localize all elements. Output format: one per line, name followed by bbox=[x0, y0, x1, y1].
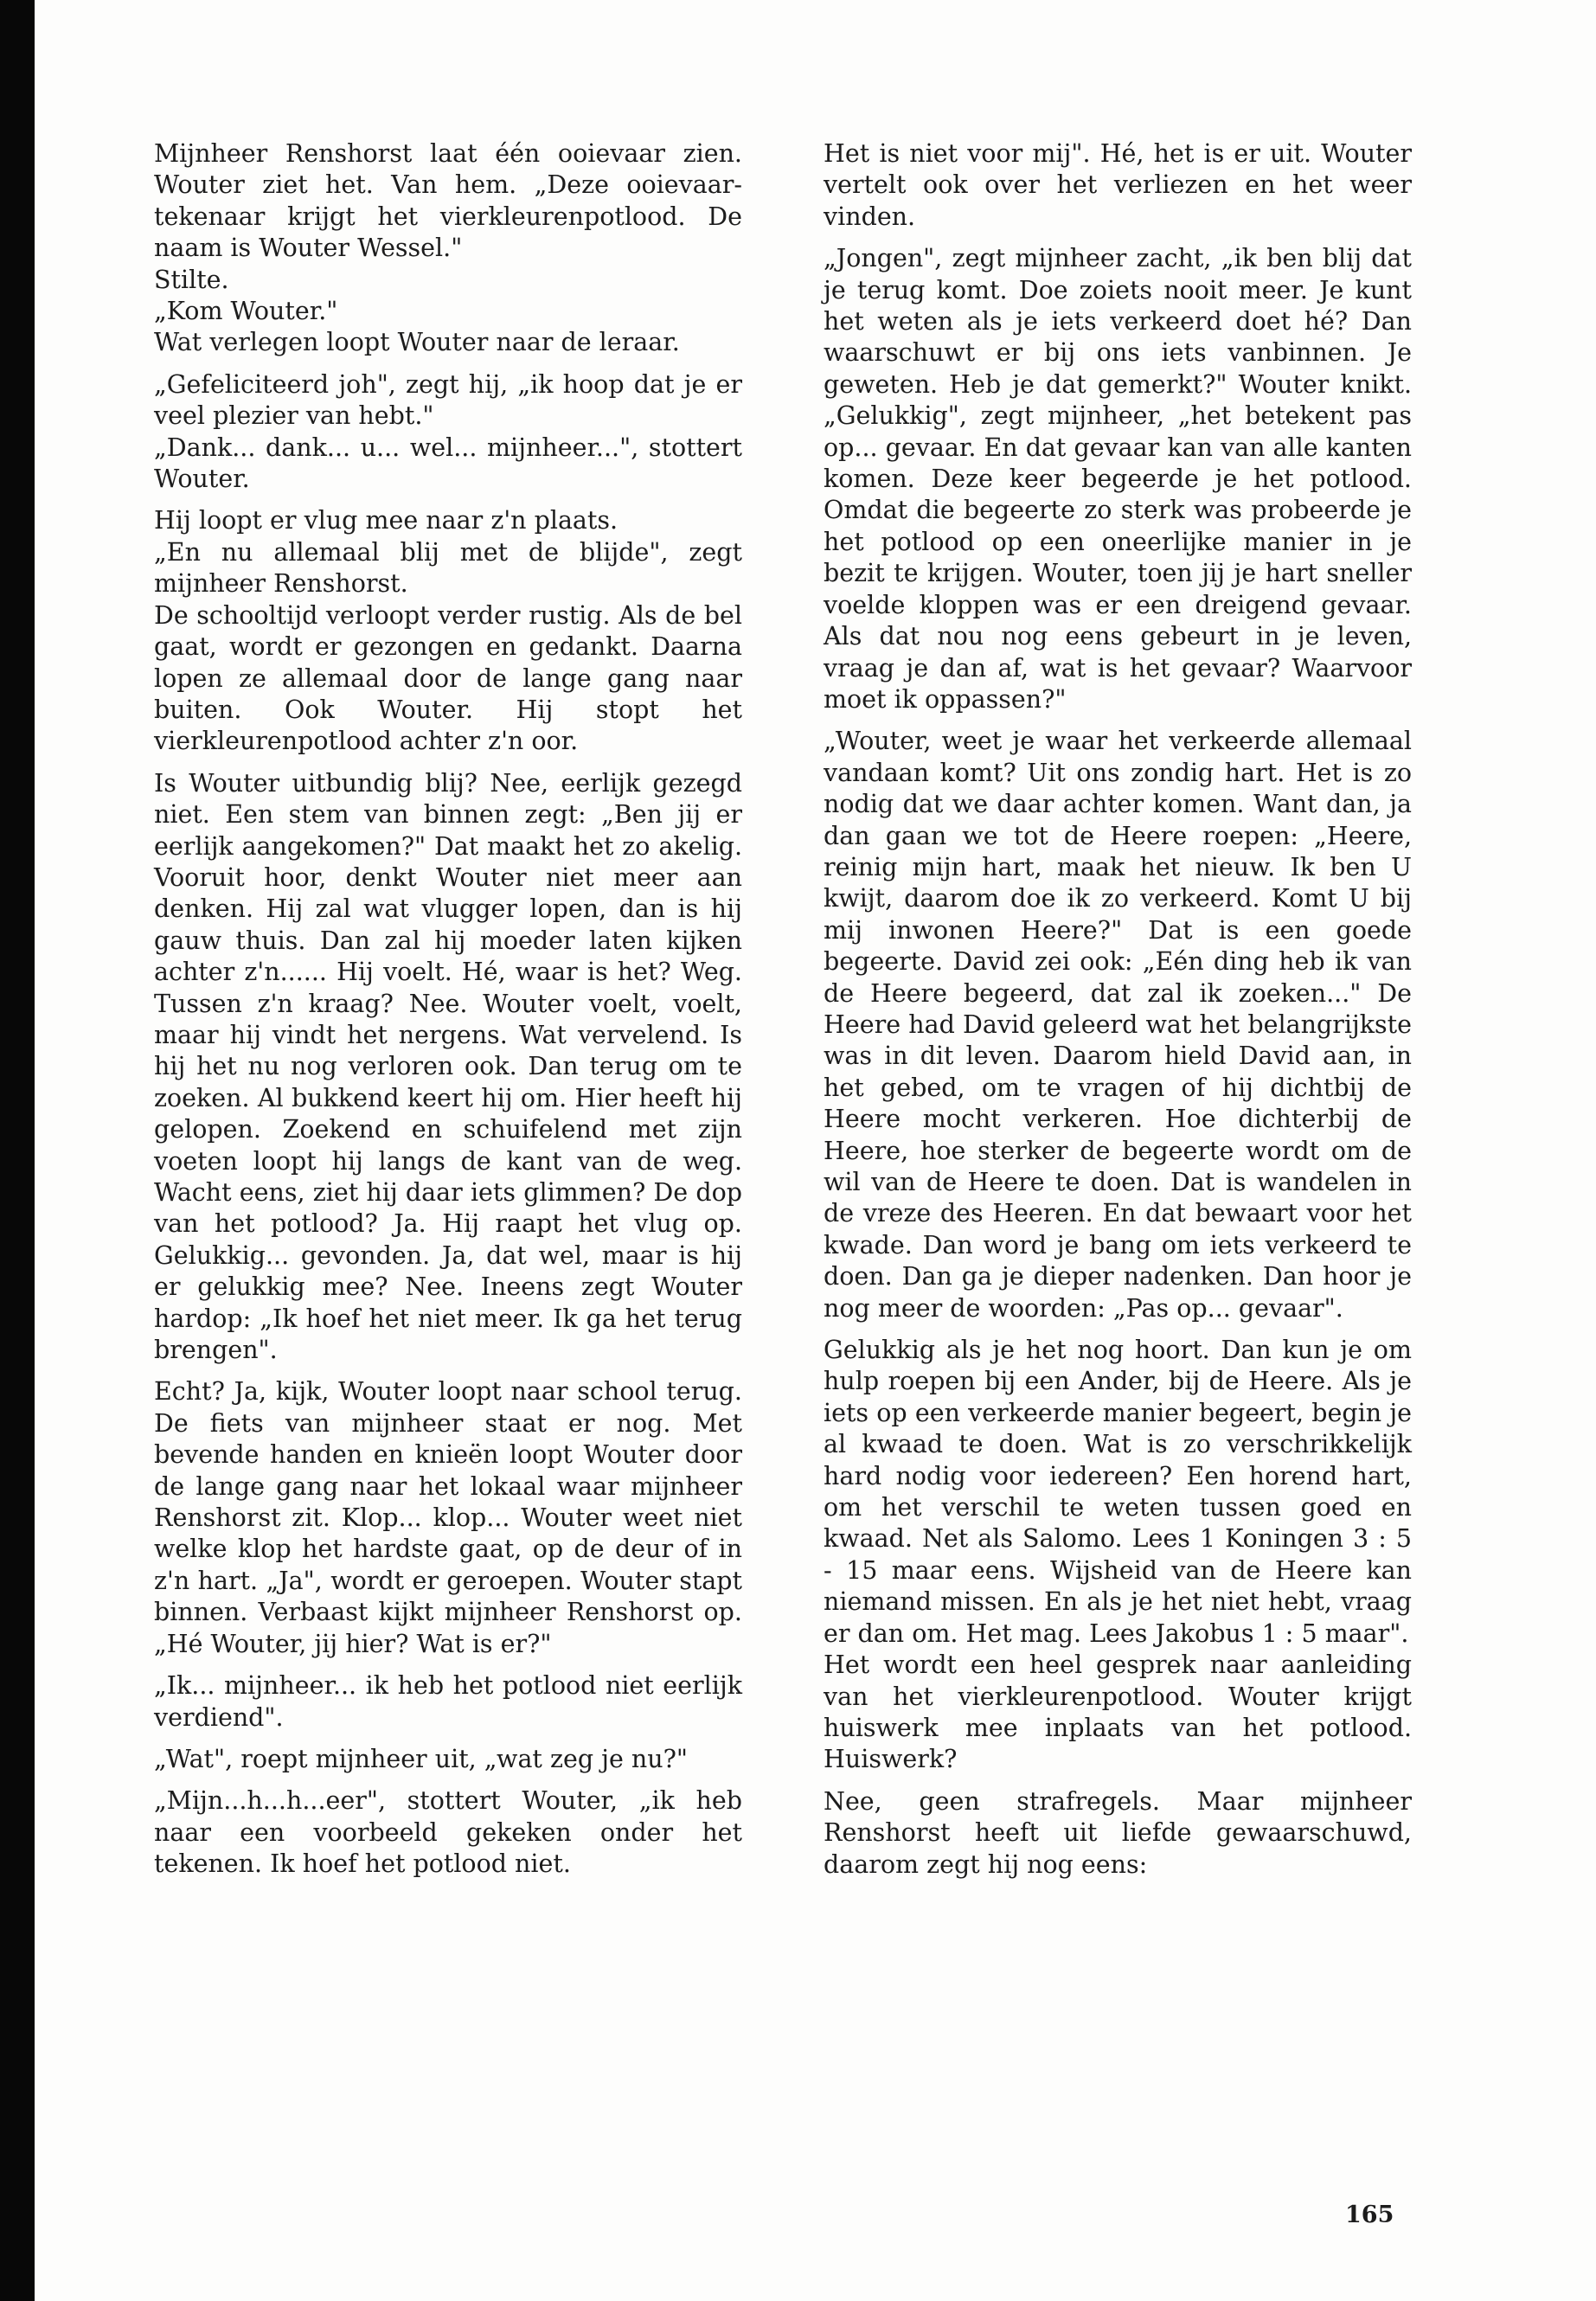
paragraph: Stilte. bbox=[154, 265, 229, 294]
paragraph: Nee, geen strafregels. Maar mijnheer Renshorst heeft uit liefde gewaarschuwd, daarom zegt hij nog eens: bbox=[824, 1786, 1412, 1879]
paragraph: „Ik... mijnheer... ik heb het potlood niet eerlijk verdiend". bbox=[154, 1671, 742, 1732]
left-text-column bbox=[154, 138, 742, 1881]
paragraph: Mijnheer Renshorst laat één ooievaar zien. Wouter ziet het. Van hem. „Deze ooievaar-tekenaar krijgt het vierkleurenpotlood. De naam is Wouter Wessel." bbox=[154, 139, 742, 263]
paragraph: „Wouter, weet je waar het verkeerde allemaal vandaan komt? Uit ons zondig hart. Het is zo nodig dat we daar achter komen. Want dan, ja dan gaan we tot de Heere roepen: „Heere, reinig mijn hart, maak het nieuw. Ik ben U kwijt, daarom doe ik zo verkeerd. Komt U bij mij inwonen Heere?" Dat is een goede begeerte. David zei ook: „Eén ding heb ik van de Heere begeerd, dat zal ik zoeken..." De Heere had David geleerd wat het belangrijkste was in dit leven. Daarom hield David aan, in het gebed, om te vragen of hij dichtbij de Heere mocht verkeren. Hoe dichterbij de Heere, hoe sterker de begeerte wordt om de wil van de Heere te doen. Dat is wandelen in de vreze des Heeren. En dat bewaart voor het kwade. Dan word je bang om iets verkeerd te doen. Dan ga je dieper nadenken. Dan hoor je nog meer de woorden: „Pas op... gevaar". bbox=[824, 727, 1412, 1323]
right-text-column bbox=[824, 138, 1412, 1881]
paragraph: Hij loopt er vlug mee naar z'n plaats. bbox=[154, 506, 619, 535]
paragraph: Wat verlegen loopt Wouter naar de leraar. bbox=[154, 328, 680, 357]
paragraph: Het wordt een heel gesprek naar aanleiding van het vierkleurenpotlood. Wouter krijgt huiswerk mee inplaats van het potlood. Huiswerk? bbox=[824, 1650, 1412, 1774]
page-number: 165 bbox=[1345, 2202, 1394, 2228]
paragraph: Echt? Ja, kijk, Wouter loopt naar school terug. De fiets van mijnheer staat er nog. Met bevende handen en knieën loopt Wouter door de lange gang naar het lokaal waar mijnheer Renshorst zit. Klop... klop... Wouter weet niet welke klop het hardste gaat, op de deur of in z'n hart. „Ja", wordt er geroepen. Wouter stapt binnen. Verbaast kijkt mijnheer Renshorst op. „Hé Wouter, jij hier? Wat is er?" bbox=[154, 1377, 742, 1658]
paragraph: „Jongen", zegt mijnheer zacht, „ik ben blij dat je terug komt. Doe zoiets nooit meer. Je kunt het weten als je iets verkeerd doet hé? Dan waarschuwt er bij ons iets vanbinnen. Je geweten. Heb je dat gemerkt?" Wouter knikt. „Gelukkig", zegt mijnheer, „het betekent pas op... gevaar. En dat gevaar kan van alle kanten komen. Deze keer begeerde je het potlood. Omdat die begeerte zo sterk was probeerde je het potlood op een oneerlijke manier in je bezit te krijgen. Wouter, toen jij je hart sneller voelde kloppen was er een dreigend gevaar. Als dat nou nog eens gebeurt in je leven, vraag je dan af, wat is het gevaar? Waarvoor moet ik oppassen?" bbox=[824, 244, 1412, 714]
paragraph: „Dank... dank... u... wel... mijnheer...", stottert Wouter. bbox=[154, 433, 742, 494]
paragraph: „En nu allemaal blij met de blijde", zegt mijnheer Renshorst. bbox=[154, 537, 742, 599]
paragraph: „Kom Wouter." bbox=[154, 297, 338, 326]
paragraph: „Mijn...h...h...eer", stottert Wouter, „ik heb naar een voorbeeld gekeken onder het tekenen. Ik hoef het potlood niet. bbox=[154, 1786, 742, 1879]
paragraph: „Wat", roept mijnheer uit, „wat zeg je nu?" bbox=[154, 1744, 688, 1773]
scan-binding-edge bbox=[0, 0, 35, 2301]
paragraph: Is Wouter uitbundig blij? Nee, eerlijk gezegd niet. Een stem van binnen zegt: „Ben jij er eerlijk aangekomen?" Dat maakt het zo akelig. Vooruit hoor, denkt Wouter niet meer aan denken. Hij zal wat vlugger lopen, dan is hij gauw thuis. Dan zal hij moeder laten kijken achter z'n...... Hij voelt. Hé, waar is het? Weg. Tussen z'n kraag? Nee. Wouter voelt, voelt, maar hij vindt het nergens. Wat vervelend. Is hij het nu nog verloren ook. Dan terug om te zoeken. Al bukkend keert hij om. Hier heeft hij gelopen. Zoekend en schuifelend met zijn voeten loopt hij langs de kant van de weg. Wacht eens, ziet hij daar iets glimmen? De dop van het potlood? Ja. Hij raapt het vlug op. Gelukkig... gevonden. Ja, dat wel, maar is hij er gelukkig mee? Nee. Ineens zegt Wouter hardop: „Ik hoef het niet meer. Ik ga het terug brengen". bbox=[154, 768, 742, 1365]
paragraph: Gelukkig als je het nog hoort. Dan kun je om hulp roepen bij een Ander, bij de Heere. Als je iets op een verkeerde manier begeert, begin je al kwaad te doen. Wat is zo verschrikkelijk hard nodig voor iedereen? Een horend hart, om het verschil te weten tussen goed en kwaad. Net als Salomo. Lees 1 Koningen 3 : 5 - 15 maar eens. Wijsheid van de Heere kan niemand missen. En als je het niet hebt, vraag er dan om. Het mag. Lees Jakobus 1 : 5 maar". bbox=[824, 1336, 1412, 1648]
paragraph: De schooltijd verloopt verder rustig. Als de bel gaat, wordt er gezongen en gedankt. Daarna lopen ze allemaal door de lange gang naar buiten. Ook Wouter. Hij stopt het vierkleurenpotlood achter z'n oor. bbox=[154, 600, 742, 756]
paragraph: „Gefeliciteerd joh", zegt hij, „ik hoop dat je er veel plezier van hebt." bbox=[154, 369, 742, 431]
paragraph: Het is niet voor mij". Hé, het is er uit. Wouter vertelt ook over het verliezen en het weer vinden. bbox=[824, 139, 1412, 231]
